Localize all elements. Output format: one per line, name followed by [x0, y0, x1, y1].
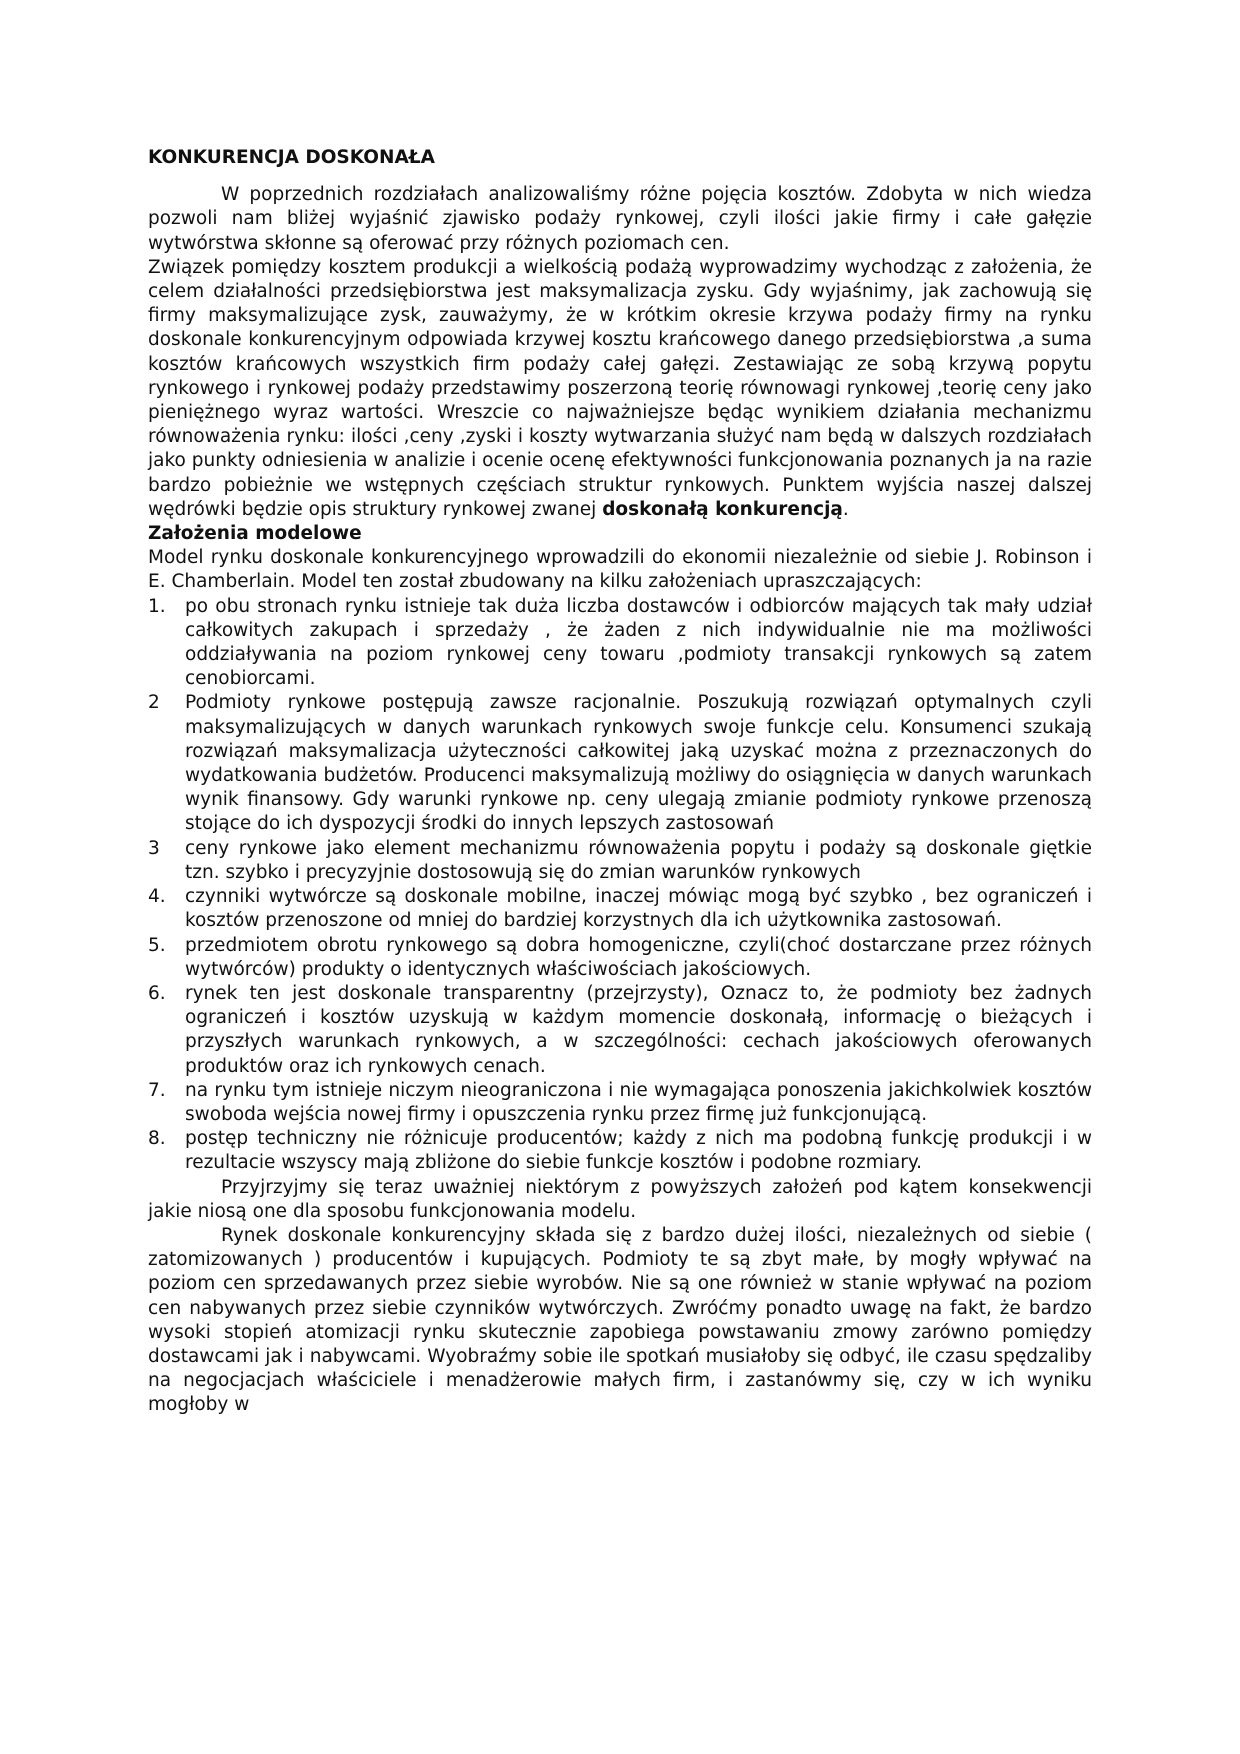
- list-item-number: 8.: [148, 1128, 166, 1150]
- list-item-text: przedmiotem obrotu rynkowego są dobra homogeniczne, czyli(choć dostarczane przez różnych wytwórców) produkty o identycznych właściwościach jakościowych.: [185, 934, 1092, 980]
- list-item: [148, 885, 1092, 933]
- list-item-number: 4.: [148, 886, 166, 908]
- document-title: KONKURENCJA DOSKONAŁA: [148, 147, 435, 168]
- section-lead: Model rynku doskonale konkurencyjnego wprowadzili do ekonomii niezależnie od siebie J. Robinson i E. Chamberlain. Model ten został zbudowany na kilku założeniach upraszczających:: [148, 547, 1092, 593]
- intro-paragraph-2-end: .: [842, 498, 849, 520]
- document-page: [148, 146, 1092, 1418]
- list-item-text: ceny rynkowe jako element mechanizmu równoważenia popytu i podaży są doskonale giętkie tzn. szybko i precyzyjnie dostosowują się do zmian warunków rynkowych: [185, 837, 1092, 883]
- paragraph-after-list-1: Przyjrzyjmy się teraz uważniej niektórym z powyższych założeń pod kątem konsekwencji jakie niosą one dla sposobu funkcjonowania modelu.: [148, 1176, 1092, 1222]
- intro-paragraph-2: [148, 256, 1092, 522]
- list-item: [148, 837, 1092, 885]
- intro-paragraph-2-bold: doskonałą konkurencją: [602, 498, 843, 520]
- section-heading: Założenia modelowe: [148, 523, 362, 545]
- list-item: [148, 1079, 1092, 1127]
- list-item-text: czynniki wytwórcze są doskonale mobilne, inaczej mówiąc mogą być szybko , bez ograniczeń i kosztów przenoszone od mniej do bardziej korzystnych dla ich użytkownika zastosowań.: [185, 886, 1092, 932]
- list-item: [148, 1127, 1092, 1175]
- list-item-number: 2: [148, 692, 160, 714]
- list-item-text: na rynku tym istnieje niczym nieograniczona i nie wymagająca ponoszenia jakichkolwiek kosztów swoboda wejścia nowej firmy i opuszczenia rynku przez firmę już funkcjonującą.: [185, 1079, 1092, 1125]
- list-item-text: postęp techniczny nie różnicuje producentów; każdy z nich ma podobną funkcję produkcji i w rezultacie wszyscy mają zbliżone do siebie funkcje kosztów i podobne rozmiary.: [185, 1128, 1092, 1174]
- list-item-text: po obu stronach rynku istnieje tak duża liczba dostawców i odbiorców mających tak mały udział całkowitych zakupach i sprzedaży , że żaden z nich indywidualnie nie ma możliwości oddziaływania na poziom rynkowej ceny towaru ,podmioty transakcji rynkowych są zatem cenobiorcami.: [185, 595, 1092, 690]
- assumptions-list: [148, 595, 1092, 1176]
- list-item-text: rynek ten jest doskonale transparentny (przejrzysty), Oznacz to, że podmioty bez żadnych ograniczeń i kosztów uzyskują w każdym momencie doskonałą, informację o bieżących i przyszłych warunkach rynkowych, a w szczególności: cechach jakościowych oferowanych produktów oraz ich rynkowych cenach.: [185, 982, 1092, 1077]
- list-item: [148, 595, 1092, 692]
- paragraph-after-list-2: Rynek doskonale konkurencyjny składa się z bardzo dużej ilości, niezależnych od siebie ( zatomizowanych ) producentów i kupujących. Podmioty te są zbyt małe, by mogły wpływać na poziom cen sprzedawanych przez siebie wyrobów. Nie są one również w stanie wpływać na poziom cen nabywanych przez siebie czynników wytwórczych. Zwróćmy ponadto uwagę na fakt, że bardzo wysoki stopień atomizacji rynku skutecznie zapobiega powstawaniu zmowy zarówno pomiędzy dostawcami jak i nabywcami. Wyobraźmy sobie ile spotkań musiałoby się odbyć, ile czasu spędzaliby na negocjacjach właściciele i menadżerowie małych firm, i zastanówmy się, czy w ich wyniku mogłoby w: [148, 1224, 1092, 1416]
- list-item-number: 1.: [148, 595, 166, 617]
- list-item: [148, 934, 1092, 982]
- intro-paragraph-1: W poprzednich rozdziałach analizowaliśmy różne pojęcia kosztów. Zdobyta w nich wiedza pozwoli nam bliżej wyjaśnić zjawisko podaży rynkowej, czyli ilości jakie firmy i całe gałęzie wytwórstwa skłonne są oferować przy różnych poziomach cen.: [148, 184, 1092, 254]
- list-item-text: Podmioty rynkowe postępują zawsze racjonalnie. Poszukują rozwiązań optymalnych czyli maksymalizujących w danych warunkach rynkowych swoje funkcje celu. Konsumenci szukają rozwiązań maksymalizacja użyteczności całkowitej jaką uzyskać można z przeznaczonych do wydatkowania budżetów. Producenci maksymalizują możliwy do osiągnięcia w danych warunkach wynik finansowy. Gdy warunki rynkowe np. ceny ulegają zmianie podmioty rynkowe przenoszą stojące do ich dyspozycji środki do innych lepszych zastosowań: [185, 692, 1092, 835]
- list-item-number: 6.: [148, 982, 166, 1004]
- intro-paragraph-2-text: Związek pomiędzy kosztem produkcji a wielkością podażą wyprowadzimy wychodząc z założenia, że celem działalności przedsiębiorstwa jest maksymalizacja zysku. Gdy wyjaśnimy, jak zachowują się firmy maksymalizujące zysk, zauważymy, że w krótkim okresie krzywa podaży firmy na rynku doskonale konkurencyjnym odpowiada krzywej kosztu krańcowego danego przedsiębiorstwa ,a suma kosztów krańcowych wszystkich firm podaży całej gałęzi. Zestawiając ze sobą krzywą popytu rynkowego i rynkowej podaży przedstawimy poszerzoną teorię równowagi rynkowej ,teorię ceny jako pieniężnego wyraz wartości. Wreszcie co najważniejsze będąc wynikiem działania mechanizmu równoważenia rynku: ilości ,ceny ,zyski i koszty wytwarzania służyć nam będą w dalszych rozdziałach jako punkty odniesienia w analizie i ocenie ocenę efektywności funkcjonowania poznanych ja na razie bardzo pobieżnie we wstępnych częściach struktur rynkowych. Punktem wyjścia naszej dalszej wędrówki będzie opis struktury rynkowej zwanej: [148, 256, 1092, 520]
- list-item-number: 5.: [148, 934, 166, 956]
- list-item: [148, 982, 1092, 1079]
- list-item-number: 3: [148, 837, 160, 859]
- list-item: [148, 691, 1092, 836]
- list-item-number: 7.: [148, 1079, 166, 1101]
